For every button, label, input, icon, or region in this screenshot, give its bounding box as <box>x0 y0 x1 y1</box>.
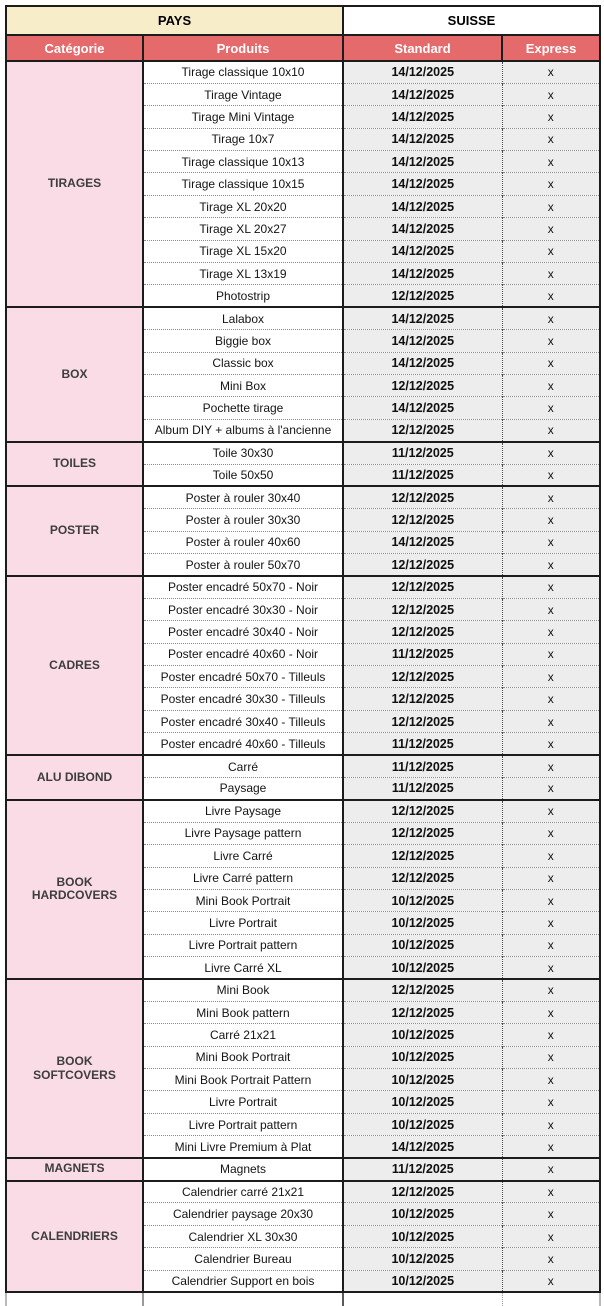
express-cell: x <box>502 867 600 889</box>
product-row <box>6 800 600 822</box>
express-cell: x <box>502 263 600 285</box>
product-cell: Toile 50x50 <box>143 464 343 486</box>
cutoff-cell <box>502 1292 600 1306</box>
express-cell: x <box>502 464 600 486</box>
product-cell: Livre Portrait pattern <box>143 934 343 956</box>
product-row <box>6 442 600 464</box>
product-cell: Poster à rouler 40x60 <box>143 531 343 553</box>
country-header-row <box>6 6 600 35</box>
standard-cell: 14/12/2025 <box>343 263 502 285</box>
standard-cell: 14/12/2025 <box>343 397 502 419</box>
standard-cell: 14/12/2025 <box>343 531 502 553</box>
product-cell: Carré <box>143 755 343 777</box>
express-cell: x <box>502 486 600 508</box>
cutoff-cell <box>343 1292 502 1306</box>
product-cell: Carré 21x21 <box>143 1024 343 1046</box>
express-cell: x <box>502 128 600 150</box>
express-cell: x <box>502 845 600 867</box>
product-cell: Lalabox <box>143 307 343 329</box>
standard-cell: 10/12/2025 <box>343 1113 502 1135</box>
standard-cell: 12/12/2025 <box>343 554 502 576</box>
delivery-dates-table <box>5 5 601 1306</box>
column-header-standard: Standard <box>343 35 502 61</box>
category-cell-book-hardcovers <box>6 800 143 979</box>
category-cell-box <box>6 307 143 441</box>
standard-cell: 11/12/2025 <box>343 1158 502 1180</box>
standard-cell: 12/12/2025 <box>343 1001 502 1023</box>
express-cell: x <box>502 1024 600 1046</box>
product-cell: Poster encadré 30x40 - Noir <box>143 621 343 643</box>
express-cell: x <box>502 151 600 173</box>
standard-cell: 12/12/2025 <box>343 374 502 396</box>
standard-cell: 10/12/2025 <box>343 912 502 934</box>
express-cell: x <box>502 643 600 665</box>
express-cell: x <box>502 1046 600 1068</box>
column-header-produits: Produits <box>143 35 343 61</box>
standard-cell: 10/12/2025 <box>343 1248 502 1270</box>
standard-cell: 10/12/2025 <box>343 889 502 911</box>
standard-cell: 11/12/2025 <box>343 733 502 755</box>
standard-cell: 12/12/2025 <box>343 822 502 844</box>
express-cell: x <box>502 1248 600 1270</box>
category-cell-tirages <box>6 61 143 307</box>
standard-cell: 14/12/2025 <box>343 128 502 150</box>
standard-cell: 12/12/2025 <box>343 419 502 441</box>
product-cell: Pochette tirage <box>143 397 343 419</box>
product-cell: Calendrier paysage 20x30 <box>143 1203 343 1225</box>
product-cell: Poster à rouler 50x70 <box>143 554 343 576</box>
express-cell: x <box>502 1091 600 1113</box>
product-cell: Toile 30x30 <box>143 442 343 464</box>
product-cell: Poster encadré 40x60 - Tilleuls <box>143 733 343 755</box>
standard-cell: 11/12/2025 <box>343 464 502 486</box>
standard-cell: 10/12/2025 <box>343 957 502 979</box>
cutoff-cell <box>6 1292 143 1306</box>
category-cell-magnets <box>6 1158 143 1180</box>
category-cell-cadres <box>6 576 143 755</box>
product-cell: Livre Carré XL <box>143 957 343 979</box>
product-cell: Paysage <box>143 778 343 800</box>
product-cell: Tirage XL 20x20 <box>143 195 343 217</box>
express-cell: x <box>502 1270 600 1292</box>
express-cell: x <box>502 397 600 419</box>
standard-cell: 14/12/2025 <box>343 307 502 329</box>
product-cell: Poster encadré 50x70 - Tilleuls <box>143 666 343 688</box>
express-cell: x <box>502 710 600 732</box>
product-cell: Tirage classique 10x13 <box>143 151 343 173</box>
product-cell: Mini Livre Premium à Plat <box>143 1136 343 1158</box>
column-header-express: Express <box>502 35 600 61</box>
standard-cell: 14/12/2025 <box>343 352 502 374</box>
product-cell: Livre Paysage <box>143 800 343 822</box>
standard-cell: 12/12/2025 <box>343 285 502 307</box>
standard-cell: 12/12/2025 <box>343 845 502 867</box>
express-cell: x <box>502 330 600 352</box>
standard-cell: 14/12/2025 <box>343 240 502 262</box>
category-label: BOX <box>61 366 88 381</box>
express-cell: x <box>502 83 600 105</box>
product-row <box>6 576 600 598</box>
product-cell: Tirage XL 13x19 <box>143 263 343 285</box>
product-cell: Classic box <box>143 352 343 374</box>
standard-cell: 12/12/2025 <box>343 867 502 889</box>
standard-cell: 14/12/2025 <box>343 330 502 352</box>
express-cell: x <box>502 374 600 396</box>
standard-cell: 14/12/2025 <box>343 106 502 128</box>
express-cell: x <box>502 531 600 553</box>
product-cell: Tirage classique 10x15 <box>143 173 343 195</box>
product-cell: Magnets <box>143 1158 343 1180</box>
standard-cell: 10/12/2025 <box>343 1225 502 1247</box>
product-row <box>6 1181 600 1203</box>
product-row <box>6 755 600 777</box>
standard-cell: 10/12/2025 <box>343 1046 502 1068</box>
express-cell: x <box>502 509 600 531</box>
express-cell: x <box>502 688 600 710</box>
cutoff-row <box>6 1292 600 1306</box>
product-cell: Livre Paysage pattern <box>143 822 343 844</box>
express-cell: x <box>502 1158 600 1180</box>
standard-cell: 11/12/2025 <box>343 778 502 800</box>
express-cell: x <box>502 419 600 441</box>
product-cell: Calendrier Support en bois <box>143 1270 343 1292</box>
express-cell: x <box>502 934 600 956</box>
express-cell: x <box>502 822 600 844</box>
standard-cell: 12/12/2025 <box>343 710 502 732</box>
product-cell: Mini Book Portrait <box>143 889 343 911</box>
country-value-cell: SUISSE <box>343 6 600 35</box>
product-cell: Calendrier carré 21x21 <box>143 1181 343 1203</box>
category-label: MAGNETS <box>44 1161 105 1176</box>
category-label: ALU DIBOND <box>36 769 113 784</box>
standard-cell: 14/12/2025 <box>343 195 502 217</box>
standard-cell: 12/12/2025 <box>343 666 502 688</box>
express-cell: x <box>502 1225 600 1247</box>
express-cell: x <box>502 755 600 777</box>
product-cell: Mini Book <box>143 979 343 1001</box>
product-cell: Poster encadré 40x60 - Noir <box>143 643 343 665</box>
standard-cell: 12/12/2025 <box>343 576 502 598</box>
product-row <box>6 979 600 1001</box>
product-row <box>6 307 600 329</box>
standard-cell: 10/12/2025 <box>343 1203 502 1225</box>
express-cell: x <box>502 307 600 329</box>
product-cell: Tirage Vintage <box>143 83 343 105</box>
product-cell: Livre Portrait <box>143 1091 343 1113</box>
standard-cell: 12/12/2025 <box>343 598 502 620</box>
express-cell: x <box>502 352 600 374</box>
express-cell: x <box>502 598 600 620</box>
standard-cell: 10/12/2025 <box>343 934 502 956</box>
express-cell: x <box>502 1181 600 1203</box>
express-cell: x <box>502 621 600 643</box>
express-cell: x <box>502 240 600 262</box>
product-cell: Mini Book Portrait Pattern <box>143 1069 343 1091</box>
category-label: BOOK SOFTCOVERS <box>33 1053 116 1082</box>
cutoff-cell <box>143 1292 343 1306</box>
standard-cell: 12/12/2025 <box>343 1181 502 1203</box>
standard-cell: 10/12/2025 <box>343 1270 502 1292</box>
standard-cell: 11/12/2025 <box>343 755 502 777</box>
express-cell: x <box>502 957 600 979</box>
product-row <box>6 1158 600 1180</box>
product-row <box>6 61 600 83</box>
express-cell: x <box>502 733 600 755</box>
standard-cell: 14/12/2025 <box>343 83 502 105</box>
standard-cell: 10/12/2025 <box>343 1069 502 1091</box>
product-row <box>6 486 600 508</box>
category-cell-alu-dibond <box>6 755 143 800</box>
product-cell: Tirage Mini Vintage <box>143 106 343 128</box>
column-header-row <box>6 35 600 61</box>
standard-cell: 12/12/2025 <box>343 621 502 643</box>
product-cell: Poster à rouler 30x40 <box>143 486 343 508</box>
product-cell: Mini Box <box>143 374 343 396</box>
category-label: CALENDRIERS <box>31 1228 118 1243</box>
standard-cell: 14/12/2025 <box>343 151 502 173</box>
express-cell: x <box>502 61 600 83</box>
product-cell: Mini Book Portrait <box>143 1046 343 1068</box>
product-cell: Biggie box <box>143 330 343 352</box>
product-cell: Tirage XL 20x27 <box>143 218 343 240</box>
product-cell: Poster encadré 50x70 - Noir <box>143 576 343 598</box>
express-cell: x <box>502 778 600 800</box>
product-cell: Tirage classique 10x10 <box>143 61 343 83</box>
standard-cell: 11/12/2025 <box>343 643 502 665</box>
product-cell: Calendrier XL 30x30 <box>143 1225 343 1247</box>
express-cell: x <box>502 576 600 598</box>
category-label: TIRAGES <box>47 176 102 191</box>
standard-cell: 12/12/2025 <box>343 688 502 710</box>
product-cell: Mini Book pattern <box>143 1001 343 1023</box>
product-cell: Livre Carré pattern <box>143 867 343 889</box>
express-cell: x <box>502 1069 600 1091</box>
standard-cell: 12/12/2025 <box>343 979 502 1001</box>
express-cell: x <box>502 1136 600 1158</box>
product-cell: Poster encadré 30x40 - Tilleuls <box>143 710 343 732</box>
express-cell: x <box>502 1113 600 1135</box>
express-cell: x <box>502 889 600 911</box>
product-cell: Poster encadré 30x30 - Tilleuls <box>143 688 343 710</box>
category-cell-toiles <box>6 442 143 487</box>
product-cell: Livre Portrait pattern <box>143 1113 343 1135</box>
express-cell: x <box>502 554 600 576</box>
standard-cell: 12/12/2025 <box>343 800 502 822</box>
express-cell: x <box>502 106 600 128</box>
express-cell: x <box>502 173 600 195</box>
product-cell: Tirage XL 15x20 <box>143 240 343 262</box>
standard-cell: 12/12/2025 <box>343 509 502 531</box>
express-cell: x <box>502 1001 600 1023</box>
standard-cell: 10/12/2025 <box>343 1024 502 1046</box>
express-cell: x <box>502 195 600 217</box>
product-cell: Poster encadré 30x30 - Noir <box>143 598 343 620</box>
category-label: TOILES <box>52 456 97 471</box>
category-cell-calendriers <box>6 1181 143 1293</box>
standard-cell: 10/12/2025 <box>343 1091 502 1113</box>
product-cell: Tirage 10x7 <box>143 128 343 150</box>
standard-cell: 11/12/2025 <box>343 442 502 464</box>
standard-cell: 14/12/2025 <box>343 173 502 195</box>
express-cell: x <box>502 666 600 688</box>
express-cell: x <box>502 979 600 1001</box>
category-label: BOOK HARDCOVERS <box>31 874 118 903</box>
product-cell: Album DIY + albums à l'ancienne <box>143 419 343 441</box>
category-label: POSTER <box>49 523 100 538</box>
product-cell: Livre Portrait <box>143 912 343 934</box>
column-header-categorie: Catégorie <box>6 35 143 61</box>
express-cell: x <box>502 218 600 240</box>
category-cell-book-softcovers <box>6 979 143 1158</box>
pays-header-cell: PAYS <box>6 6 343 35</box>
product-cell: Poster à rouler 30x30 <box>143 509 343 531</box>
product-cell: Calendrier Bureau <box>143 1248 343 1270</box>
category-cell-poster <box>6 486 143 576</box>
standard-cell: 14/12/2025 <box>343 218 502 240</box>
product-cell: Photostrip <box>143 285 343 307</box>
standard-cell: 12/12/2025 <box>343 486 502 508</box>
express-cell: x <box>502 800 600 822</box>
standard-cell: 14/12/2025 <box>343 61 502 83</box>
standard-cell: 14/12/2025 <box>343 1136 502 1158</box>
express-cell: x <box>502 1203 600 1225</box>
category-label: CADRES <box>49 657 100 672</box>
product-cell: Livre Carré <box>143 845 343 867</box>
express-cell: x <box>502 442 600 464</box>
express-cell: x <box>502 912 600 934</box>
express-cell: x <box>502 285 600 307</box>
